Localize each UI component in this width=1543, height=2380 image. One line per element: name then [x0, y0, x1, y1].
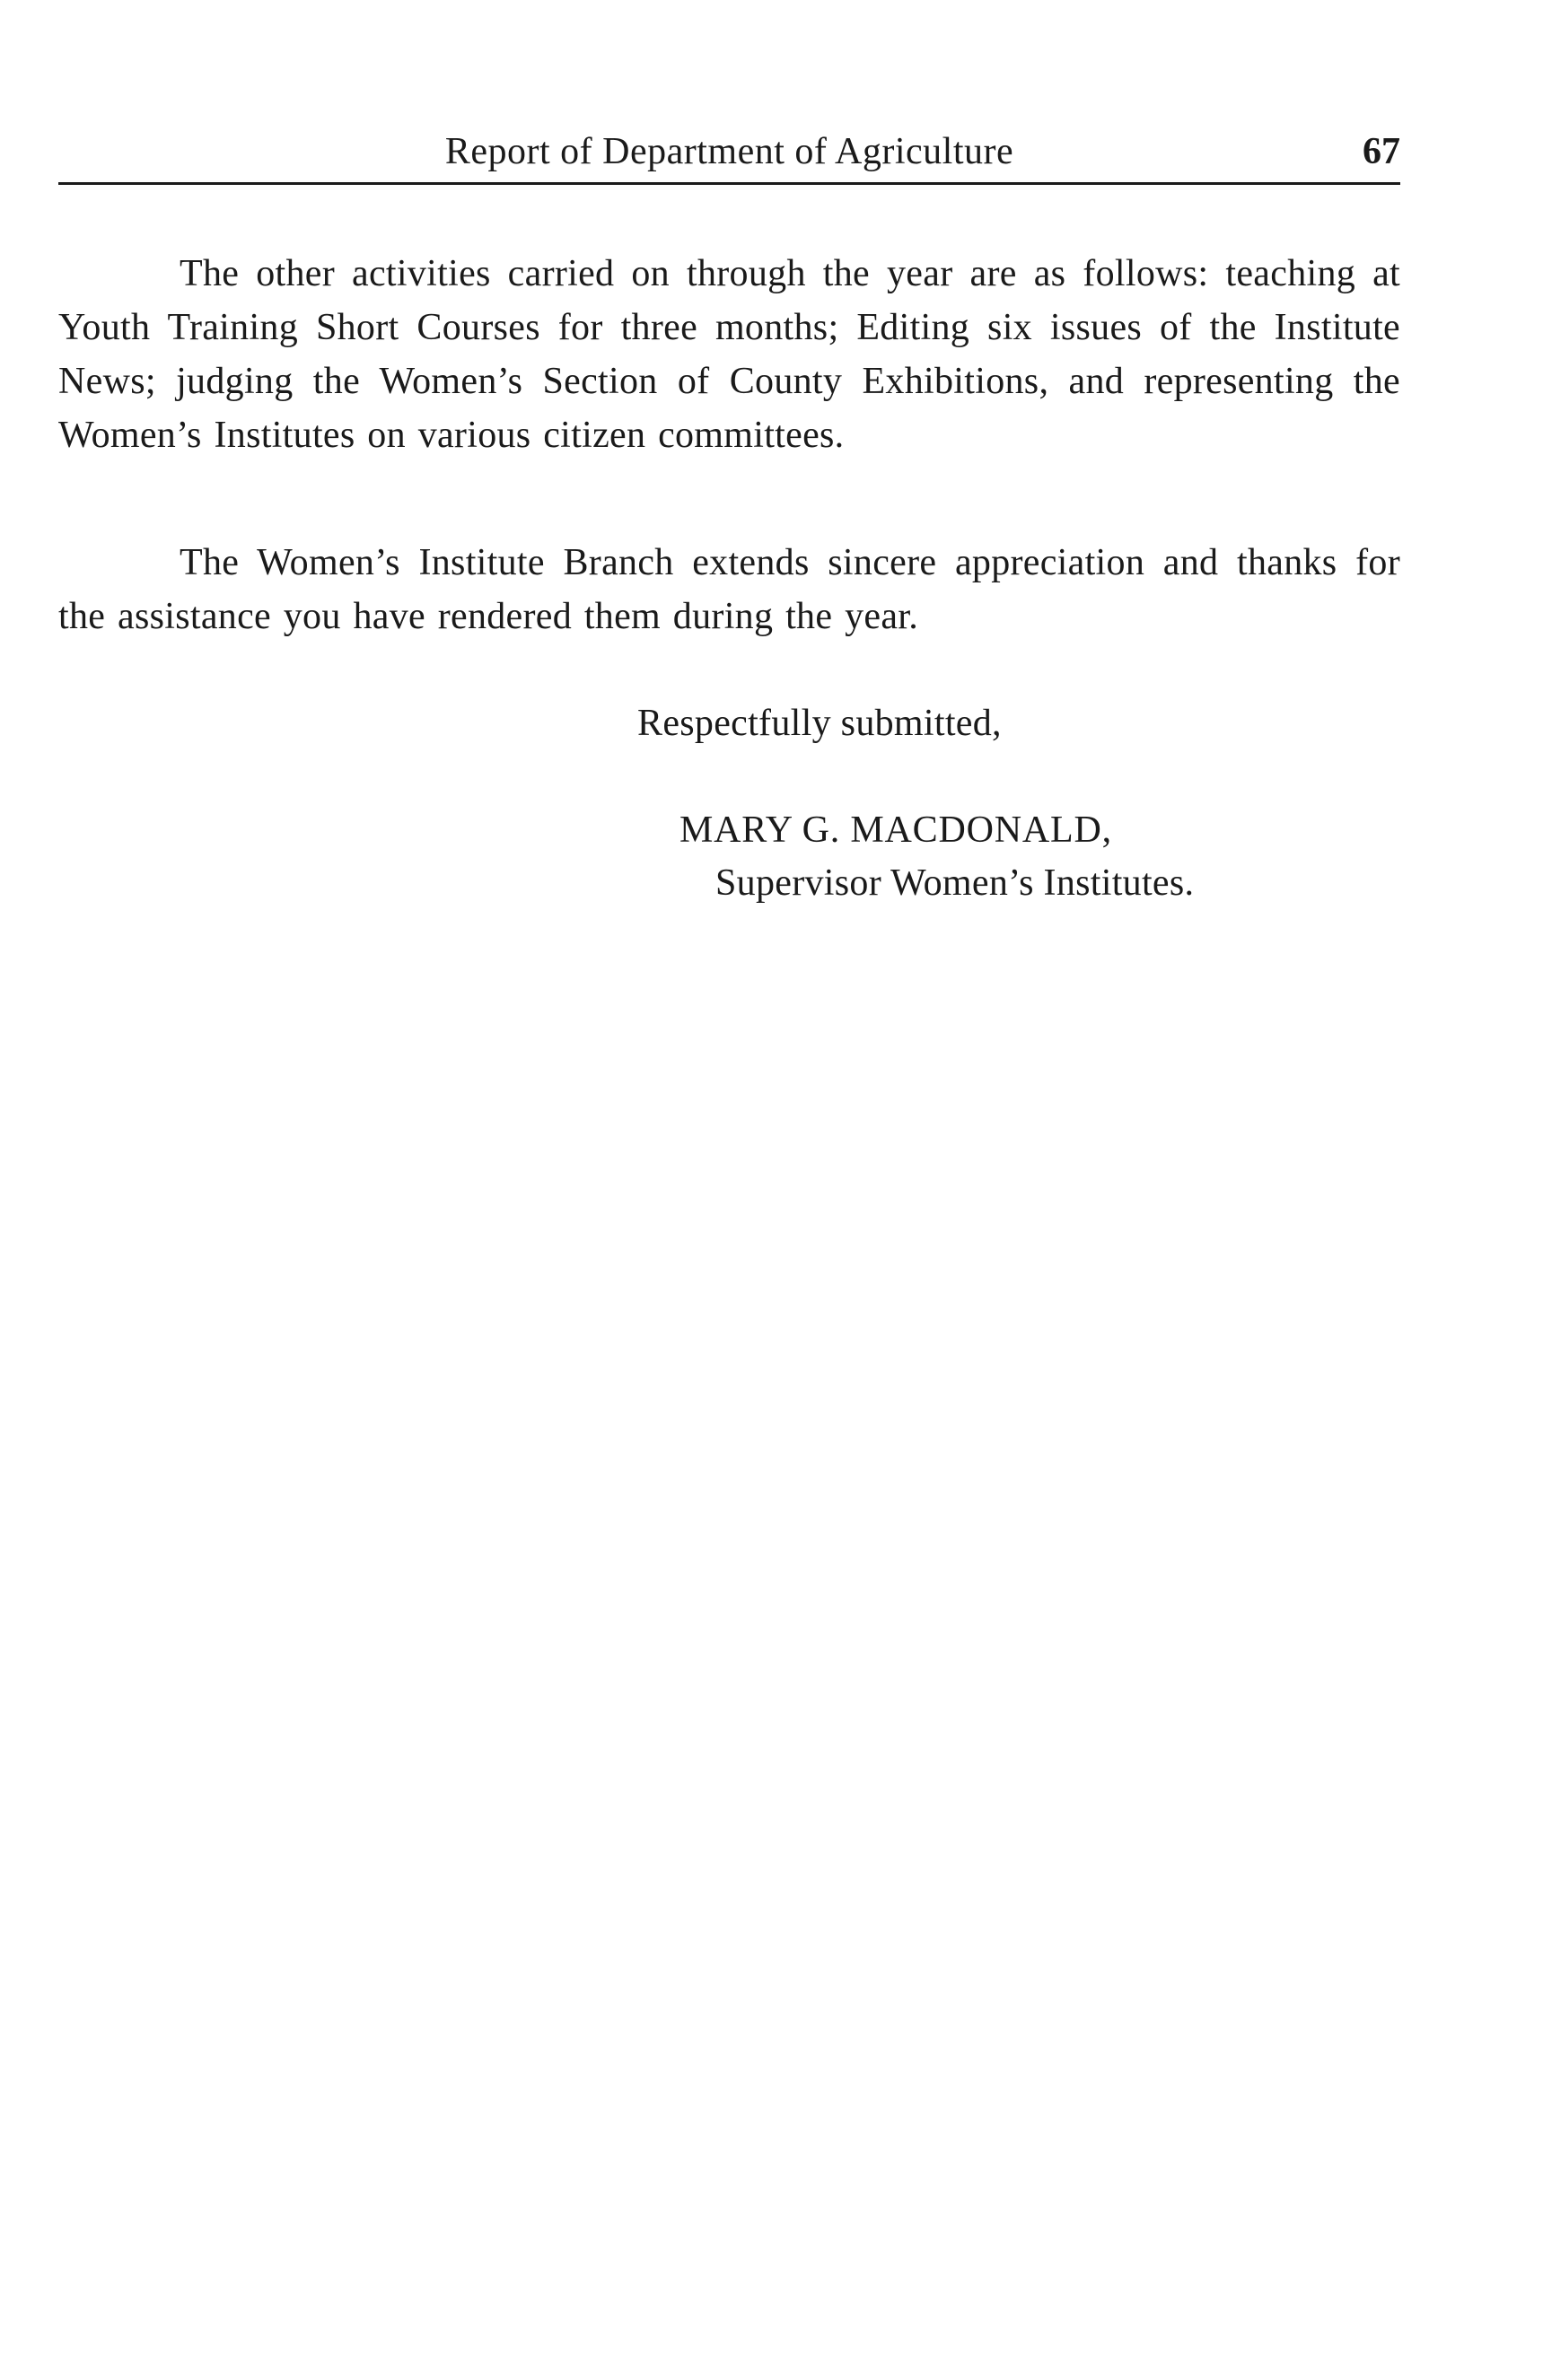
page-number: 67	[1363, 131, 1400, 172]
running-title: Report of Department of Agriculture	[444, 131, 1014, 172]
signer-name: MARY G. MACDONALD,	[679, 809, 1112, 851]
body-paragraph-thanks: The Women’s Institute Branch extends sincere appreciation and thanks for the assistance you have rendered them during the year.	[58, 542, 1400, 637]
signer-title: Supervisor Women’s Institutes.	[715, 862, 1195, 904]
body-paragraph-activities: The other activities carried on through the year are as follows: teaching at Youth Training Short Courses for three months; Editing six issues of the Institute News; judging the Women’s Section of County Exhibitions, and representing the Women’s Institutes on various citizen committees.	[58, 253, 1400, 456]
valediction: Respectfully submitted,	[637, 703, 1002, 744]
running-header	[58, 121, 1400, 185]
